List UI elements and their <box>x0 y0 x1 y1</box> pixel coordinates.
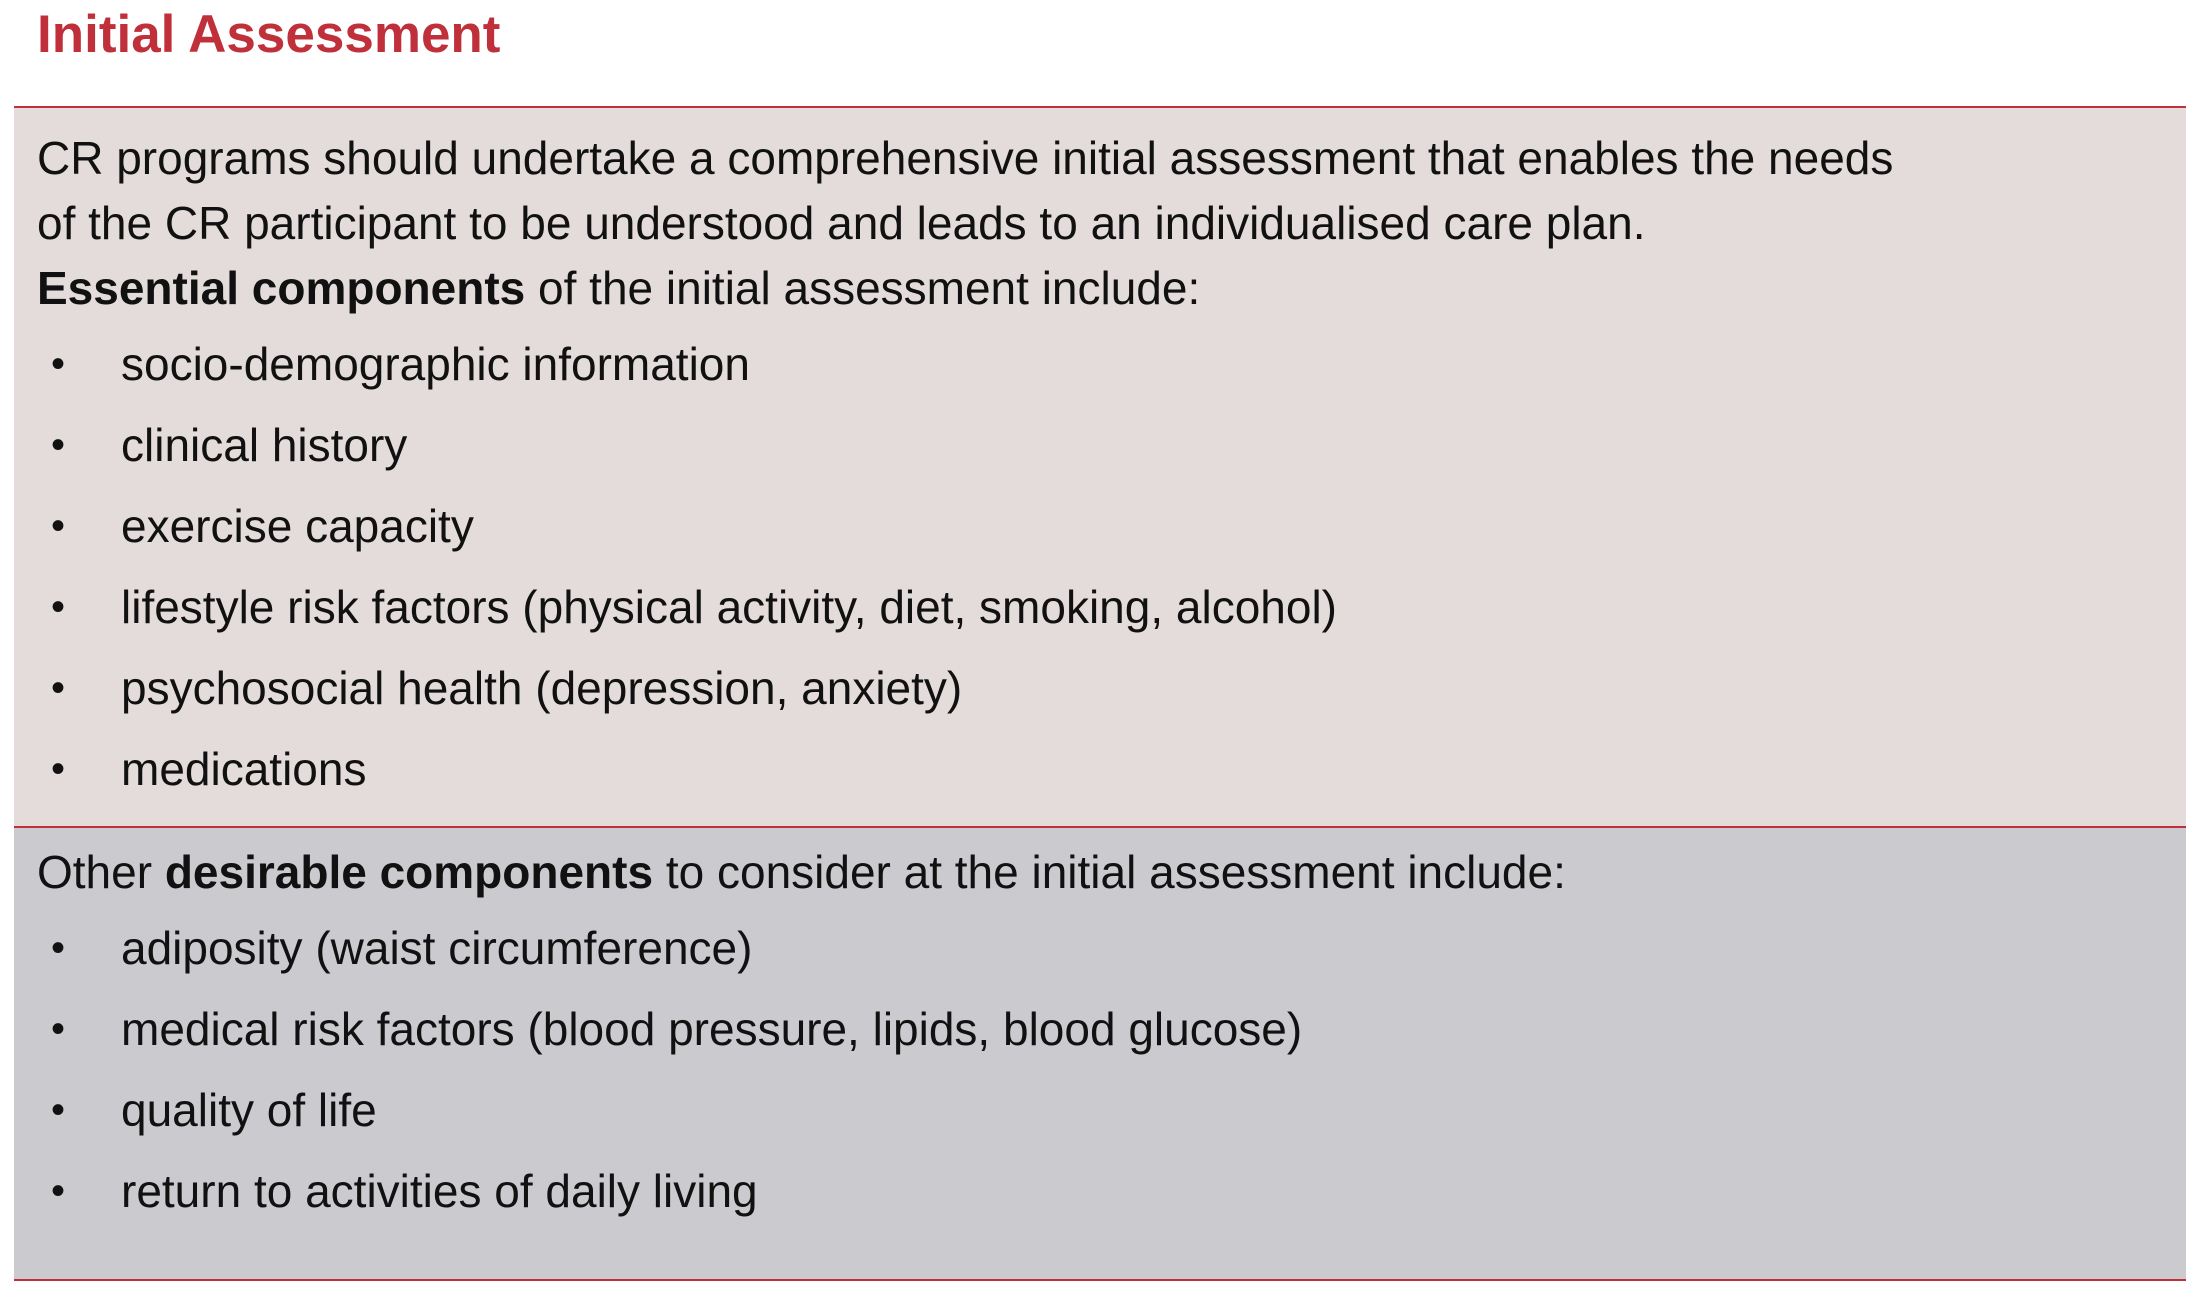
list-item-label: return to activities of daily living <box>121 1165 758 1217</box>
bullet-icon: • <box>51 342 66 386</box>
intro-text-line-2: of the CR participant to be understood and leads to an individualised care plan. <box>37 197 1646 249</box>
list-item-label: medications <box>121 743 367 795</box>
list-item <box>37 575 1337 656</box>
list-item-label: adiposity (waist circumference) <box>121 922 753 974</box>
bullet-icon: • <box>51 666 66 710</box>
desirable-components-section <box>14 826 2186 1281</box>
list-item <box>37 494 1337 575</box>
bullet-icon: • <box>51 1169 66 1213</box>
list-item <box>37 997 1302 1078</box>
list-item <box>37 737 1337 818</box>
essential-lead-rest: of the initial assessment include: <box>525 262 1201 314</box>
essential-components-list <box>37 332 1337 818</box>
essential-lead-sentence <box>37 256 1200 321</box>
bullet-icon: • <box>51 747 66 791</box>
desirable-lead-sentence <box>37 840 1566 905</box>
bullet-icon: • <box>51 1007 66 1051</box>
desirable-components-list <box>37 916 1302 1240</box>
desirable-lead-pre: Other <box>37 846 165 898</box>
bullet-icon: • <box>51 1088 66 1132</box>
bullet-icon: • <box>51 926 66 970</box>
essential-components-section <box>14 106 2186 826</box>
list-item-label: medical risk factors (blood pressure, lipids, blood glucose) <box>121 1003 1303 1055</box>
list-item <box>37 1078 1302 1159</box>
list-item <box>37 656 1337 737</box>
list-item-label: socio-demographic information <box>121 338 750 390</box>
list-item-label: quality of life <box>121 1084 377 1136</box>
desirable-components-heading: desirable components <box>164 846 654 898</box>
bullet-icon: • <box>51 504 66 548</box>
desirable-lead-rest: to consider at the initial assessment include: <box>653 846 1566 898</box>
list-item-label: exercise capacity <box>121 500 474 552</box>
list-item <box>37 916 1302 997</box>
page-title: Initial Assessment <box>37 5 501 64</box>
list-item-label: lifestyle risk factors (physical activity, diet, smoking, alcohol) <box>121 581 1337 633</box>
bullet-icon: • <box>51 423 66 467</box>
list-item-label: clinical history <box>121 419 408 471</box>
list-item <box>37 413 1337 494</box>
list-item <box>37 1159 1302 1240</box>
list-item <box>37 332 1337 413</box>
intro-text-line-1: CR programs should undertake a comprehensive initial assessment that enables the needs <box>37 132 1894 184</box>
bullet-icon: • <box>51 585 66 629</box>
essential-components-heading: Essential components <box>37 262 526 314</box>
list-item-label: psychosocial health (depression, anxiety) <box>121 662 963 714</box>
